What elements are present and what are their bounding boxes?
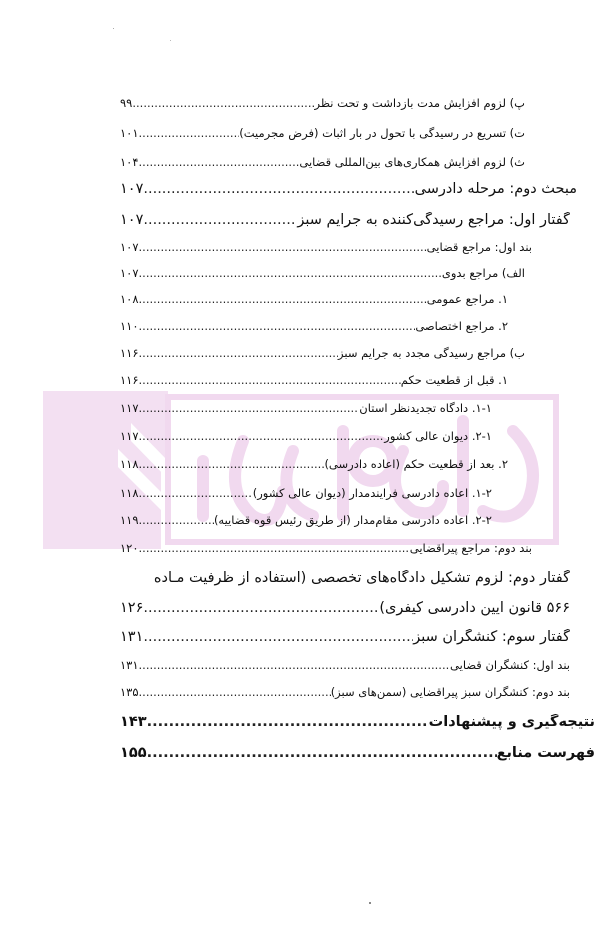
dot-leader [147, 714, 429, 730]
toc-entry-page: ۱۰۱ [120, 126, 139, 140]
dot-leader [139, 658, 451, 672]
dot-leader [139, 126, 240, 140]
toc-entry-page: ۱۲۰ [120, 541, 139, 555]
toc-entry-title: ۲. بعد از قطعیت حکم (اعاده دادرسی) [324, 457, 508, 471]
toc-entry [120, 266, 525, 280]
toc-entry-page: ۱۱۶ [120, 346, 139, 360]
toc-entry-title: بند دوم: کنشگران سبز پیراقضایی (سمن‌های سبز) [330, 685, 570, 699]
dot-leader [139, 346, 338, 360]
toc-entry [120, 126, 525, 140]
toc-entry-page: ۱۳۱ [120, 658, 139, 672]
toc-entry-title: بند دوم: مراجع پیراقضایی [409, 541, 532, 555]
scan-speck [113, 28, 114, 29]
toc-entry [120, 429, 492, 443]
scan-speck [170, 40, 171, 41]
toc-entry-page: ۱۳۱ [120, 629, 144, 645]
dot-leader [139, 266, 442, 280]
toc-entry [120, 292, 508, 306]
toc-entry-title: فهرست منابع [496, 745, 595, 761]
dot-leader [139, 457, 325, 471]
toc-entry-title: گفتار دوم: لزوم تشکیل دادگاه‌های تخصصی (استفاده از ظرفیت مـاده [153, 570, 570, 586]
toc-entry-title: بند اول: مراجع قضایی [426, 240, 532, 254]
toc-entry-page: ۱۰۷ [120, 181, 144, 197]
toc-entry-title: ۲-۲. اعاده دادرسی مقام‌مدار (از طریق رئیس قوه قضاییه) [213, 513, 492, 527]
toc-entry-page: ۱۴۳ [120, 714, 147, 730]
toc-entry-title: ۲. مراجع اختصاصی [415, 319, 508, 333]
toc-entry [120, 629, 570, 645]
toc-entry-page: ۱۰۷ [120, 240, 139, 254]
toc-entry-title: ۱-۲. اعاده دادرسی فرایندمدار (دیوان عالی کشور) [252, 486, 492, 500]
toc-entry [120, 685, 570, 699]
toc-entry-title: مبحث دوم: مرحله دادرسی [414, 181, 577, 197]
dot-leader [139, 319, 416, 333]
toc-entry [120, 401, 492, 415]
toc-entry-page: ۱۵۵ [120, 745, 147, 761]
toc-entry-title: نتیجه‌گیری و پیشنهادات [428, 714, 595, 730]
dot-leader [147, 745, 497, 761]
toc-entry-title: ۱-۱. دادگاه تجدیدنظر استان [359, 401, 492, 415]
toc-entry-title: الف) مراجع بدوی [441, 266, 525, 280]
toc-entry-title: پ) لزوم افزایش مدت بازداشت و تحت نظر [314, 96, 525, 110]
scan-speck [369, 902, 371, 904]
dot-leader [139, 486, 253, 500]
toc-entry-page: ۱۱۸ [120, 486, 139, 500]
toc-entry [120, 600, 570, 616]
dot-leader [139, 155, 300, 169]
dot-leader [139, 373, 401, 387]
dot-leader [143, 600, 379, 616]
dot-leader [143, 181, 414, 197]
toc-entry [120, 373, 508, 387]
toc-entry-title: ۱. قبل از قطعیت حکم [400, 373, 508, 387]
dot-leader [139, 240, 427, 254]
dot-leader [139, 513, 214, 527]
toc-entry [120, 212, 570, 228]
toc-entry-title: ت) تسریع در رسیدگی با تحول در بار اثبات (فرض مجرمیت) [239, 126, 525, 140]
dot-leader [139, 401, 360, 415]
toc-entry [120, 346, 525, 360]
dot-leader [139, 429, 385, 443]
toc-entry [120, 541, 532, 555]
toc-entry-page: ۱۱۶ [120, 373, 139, 387]
toc-entry [120, 486, 492, 500]
toc-entry [120, 457, 508, 471]
toc-entry-continued [113, 570, 570, 586]
toc-entry-title: ث) لزوم افزایش همکاری‌های بین‌المللی قضایی [299, 155, 525, 169]
toc-entry-page: ۱۰۷ [120, 212, 144, 228]
toc-entry-page: ۱۰۸ [120, 292, 139, 306]
toc-entry-title: بند اول: کنشگران قضایی [450, 658, 570, 672]
toc-entry-page: ۱۲۶ [120, 600, 144, 616]
dot-leader [132, 96, 314, 110]
toc-entry [120, 240, 532, 254]
toc-entry [120, 319, 508, 333]
toc-entry-page: ۱۰۴ [120, 155, 139, 169]
toc-entry-page: ۱۱۸ [120, 457, 139, 471]
toc-entry [120, 96, 525, 110]
toc-entry-page: ۱۱۰ [120, 319, 139, 333]
toc-entry-title: ۵۶۶ قانون آیین دادرسی کیفری) [379, 600, 570, 616]
toc-entry-title: گفتار سوم: کنشگران سبز [413, 629, 570, 645]
dot-leader [143, 212, 297, 228]
toc-entry-title: ۱. مراجع عمومی [426, 292, 508, 306]
toc-entry-title: گفتار اول: مراجع رسیدگی‌کننده به جرایم سبز [297, 212, 570, 228]
toc-entry-page: ۱۱۷ [120, 401, 139, 415]
toc-entry [120, 155, 525, 169]
toc-entry-title: ۲-۱. دیوان عالی کشور [384, 429, 492, 443]
toc-entry-title: ب) مراجع رسیدگی مجدد به جرایم سبز [338, 346, 525, 360]
toc-entry [120, 745, 595, 761]
dot-leader [139, 541, 410, 555]
toc-entry-page: ۱۱۷ [120, 429, 139, 443]
toc-entry-page: ۹۹ [120, 96, 133, 110]
dot-leader [143, 629, 413, 645]
toc-entry [120, 714, 595, 730]
toc-entry-page: ۱۳۵ [120, 685, 139, 699]
dot-leader [139, 685, 331, 699]
toc-entry [120, 181, 577, 197]
toc-entry [120, 513, 492, 527]
dot-leader [139, 292, 427, 306]
toc-entry-page: ۱۱۹ [120, 513, 139, 527]
toc-entry-page: ۱۰۷ [120, 266, 139, 280]
toc-entry [120, 658, 570, 672]
